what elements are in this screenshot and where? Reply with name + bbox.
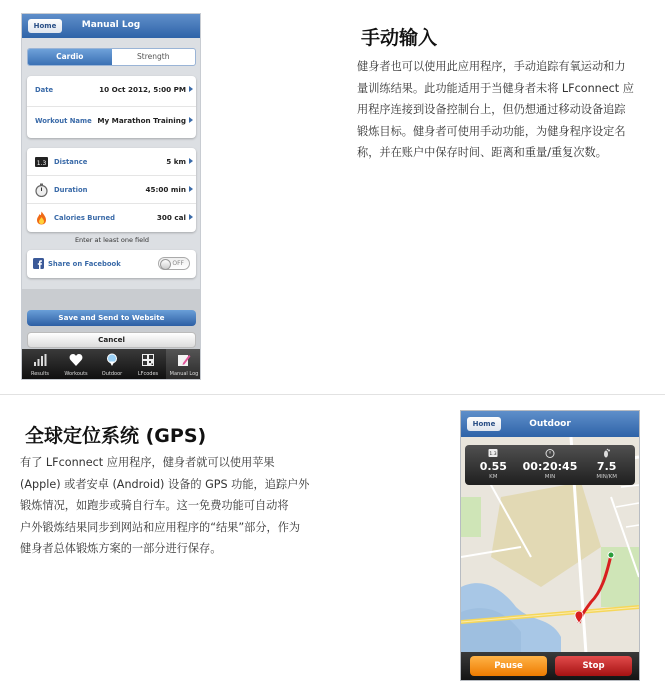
workout-type-segmented-control[interactable] — [27, 48, 196, 66]
distance-icon — [488, 448, 498, 458]
home-button[interactable]: Home — [467, 417, 501, 431]
date-row[interactable] — [27, 76, 196, 107]
strength-segment[interactable]: Strength — [137, 52, 170, 61]
text-line: 有了 LFconnect 应用程序，健身者就可以使用苹果 — [20, 456, 275, 469]
tab-manual-log[interactable] — [166, 349, 201, 379]
bar-chart-icon — [33, 353, 47, 367]
chevron-right-icon — [189, 214, 193, 220]
chevron-right-icon — [189, 158, 193, 164]
distance-value: 5 km — [166, 157, 186, 166]
svg-text:1.3: 1.3 — [489, 452, 497, 457]
distance-value: 0.55 — [479, 460, 507, 473]
section-divider — [0, 394, 665, 395]
cancel-button[interactable]: Cancel — [27, 332, 196, 348]
stopwatch-icon — [545, 448, 555, 458]
stopwatch-icon — [34, 183, 49, 197]
gps-heading: 全球定位系统 (GPS) — [25, 425, 207, 447]
pause-button[interactable]: Pause — [470, 656, 547, 676]
pencil-note-icon — [177, 353, 191, 367]
date-workout-card — [27, 76, 196, 138]
text-line: 量训练结果。此功能适用于当健身者未将 LFconnect 应 — [357, 81, 634, 95]
text-line: (Apple) 或者安卓 (Android) 设备的 GPS 功能，追踪户外 — [20, 477, 310, 491]
pace-unit: MIN/KM — [596, 474, 618, 480]
facebook-toggle[interactable]: OFF — [158, 257, 190, 270]
workout-name-row[interactable] — [27, 107, 196, 138]
cardio-segment[interactable]: Cardio — [28, 49, 112, 65]
date-label: Date — [35, 86, 54, 94]
control-bar — [461, 652, 639, 680]
tab-label: Workouts — [64, 371, 88, 377]
text-line: 用程序连接到设备控制台上，但仍想通过移动设备追踪 — [357, 103, 626, 116]
outdoor-phone-screenshot — [460, 410, 640, 681]
chevron-right-icon — [189, 186, 193, 192]
manual-input-heading: 手动输入 — [361, 27, 438, 49]
tab-label: Outdoor — [101, 371, 123, 377]
distance-icon — [34, 155, 49, 169]
text-line: 户外锻炼结果同步到网站和应用程序的“结果”部分，作为 — [20, 520, 301, 534]
manual-log-phone-screenshot — [21, 13, 201, 380]
tab-outdoor[interactable] — [94, 349, 130, 379]
duration-label: Duration — [54, 186, 88, 194]
heart-icon — [69, 353, 83, 367]
distance-stat — [465, 445, 522, 485]
stop-button[interactable]: Stop — [555, 656, 632, 676]
flame-icon — [34, 211, 49, 225]
calories-row[interactable] — [27, 204, 196, 232]
manual-input-description — [357, 56, 634, 164]
footprint-icon — [602, 448, 612, 458]
screen-title: Outdoor — [529, 419, 571, 429]
calories-label: Calories Burned — [54, 214, 115, 222]
home-button[interactable]: Home — [28, 19, 62, 33]
metrics-card — [27, 148, 196, 232]
duration-row[interactable] — [27, 176, 196, 204]
gps-description — [20, 452, 309, 560]
time-unit: MIN — [544, 474, 556, 480]
facebook-icon — [33, 258, 44, 269]
save-and-send-button[interactable]: Save and Send to Website — [27, 310, 196, 326]
time-stat — [522, 445, 579, 485]
calories-value: 300 cal — [156, 213, 186, 222]
qr-code-icon — [141, 353, 155, 367]
distance-label: Distance — [54, 158, 88, 166]
facebook-share-label: Share on Facebook — [48, 260, 121, 268]
duration-value: 45:00 min — [145, 185, 186, 194]
helper-note: Enter at least one field — [74, 236, 150, 244]
facebook-card — [27, 250, 196, 278]
pace-value: 7.5 — [596, 460, 617, 473]
app-header — [461, 411, 639, 437]
text-line: 健身者总体锻炼方案的一部分进行保存。 — [20, 542, 222, 555]
distance-row[interactable] — [27, 148, 196, 176]
time-value: 00:20:45 — [522, 460, 578, 473]
tab-label: Manual Log — [169, 371, 199, 377]
facebook-share-row — [27, 250, 196, 278]
tab-workouts[interactable] — [58, 349, 94, 379]
tab-lfcodes[interactable] — [130, 349, 166, 379]
tab-label: LFcodes — [137, 371, 159, 377]
date-value: 10 Oct 2012, 5:00 PM — [99, 85, 186, 94]
chevron-right-icon — [189, 86, 193, 92]
map-pin-icon — [105, 353, 119, 367]
text-line: 锻炼情况，如跑步或骑自行车。这一免费功能可自动将 — [20, 499, 289, 512]
workout-name-label: Workout Name — [35, 117, 92, 125]
text-line: 健身者也可以使用此应用程序，手动追踪有氧运动和力 — [357, 60, 626, 73]
text-line: 称，并在账户中保存时间、距离和重量/重复次数。 — [357, 146, 607, 159]
gps-stats-panel — [465, 445, 635, 485]
text-line: 锻炼目标。健身者可使用手动功能，为健身程序设定名 — [357, 124, 626, 138]
svg-text:1.3: 1.3 — [36, 160, 47, 167]
app-header — [22, 14, 200, 38]
bottom-tab-bar — [22, 349, 201, 379]
distance-unit: KM — [489, 474, 498, 480]
workout-name-value: My Marathon Training — [97, 116, 186, 125]
chevron-right-icon — [189, 117, 193, 123]
tab-label: Results — [30, 371, 50, 377]
tab-results[interactable] — [22, 349, 58, 379]
pace-stat — [578, 445, 635, 485]
screen-title: Manual Log — [81, 20, 141, 30]
